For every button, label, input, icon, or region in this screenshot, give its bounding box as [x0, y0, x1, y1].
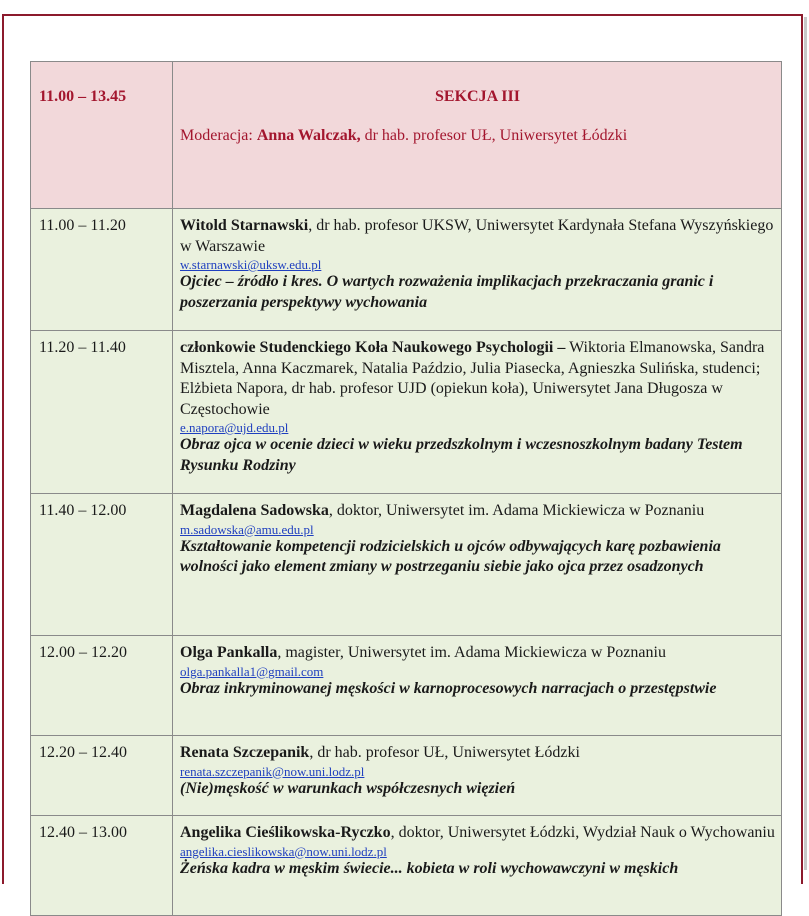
speaker-affiliation: , doktor, Uniwersytet Łódzki, Wydział Nauk o Wychowaniu	[390, 824, 775, 841]
email-link[interactable]: angelika.cieslikowska@now.uni.lodz.pl	[180, 843, 387, 859]
moderation-prefix: Moderacja:	[180, 126, 257, 144]
talk-time: 11.40 – 12.00	[31, 494, 173, 636]
talk-speaker	[180, 338, 775, 420]
talk-title: Obraz inkryminowanej męskości w karnoprocesowych narracjach o przestępstwie	[180, 679, 717, 697]
speaker-affiliation: , doktor, Uniwersytet im. Adama Mickiewicza w Poznaniu	[328, 502, 705, 519]
email-link[interactable]: e.napora@ujd.edu.pl	[180, 420, 289, 435]
talk-speaker	[180, 643, 775, 664]
talk-title: Ojciec – źródło i kres. O wartych rozważenia implikacjach przekraczania granic i poszerzania perspektywy wychowania	[180, 273, 714, 311]
speaker-name: Magdalena Sadowska	[180, 502, 329, 519]
section-header-row	[31, 62, 782, 209]
talk-content	[173, 816, 782, 916]
table-row	[31, 209, 782, 331]
table-row	[31, 636, 782, 736]
table-row	[31, 816, 782, 916]
program-table	[30, 61, 782, 916]
talk-time: 12.20 – 12.40	[31, 736, 173, 816]
email-link[interactable]: w.starnawski@uksw.edu.pl	[180, 257, 322, 272]
talk-time: 11.00 – 11.20	[31, 209, 173, 331]
talk-speaker	[180, 823, 775, 844]
page-shadow	[804, 17, 807, 870]
speaker-affiliation: , magister, Uniwersytet im. Adama Mickiewicza w Poznaniu	[277, 644, 666, 661]
talk-speaker	[180, 216, 775, 257]
talk-content	[173, 494, 782, 636]
moderation-line	[180, 126, 775, 147]
section-header	[173, 62, 782, 209]
moderator-affiliation: dr hab. profesor UŁ, Uniwersytet Łódzki	[360, 126, 628, 144]
table-row	[31, 736, 782, 816]
table-row	[31, 494, 782, 636]
moderator-name: Anna Walczak,	[256, 126, 361, 144]
talk-title: Kształtowanie kompetencji rodzicielskich u ojców odbywających karę pozbawienia wolności jako element zmiany w postrzeganiu siebie jako ojca przez osadzonych	[180, 537, 721, 575]
talk-title: (Nie)męskość w warunkach współczesnych więzień	[180, 779, 516, 797]
talk-content	[173, 331, 782, 494]
talk-time: 12.40 – 13.00	[31, 816, 173, 916]
talk-time: 12.00 – 12.20	[31, 636, 173, 736]
email-link[interactable]: olga.pankalla1@gmail.com	[180, 663, 324, 679]
section-time: 11.00 – 13.45	[31, 62, 173, 209]
speaker-affiliation: Wiktoria Elmanowska, Sandra Misztela, Anna Kaczmarek, Natalia Paździo, Julia Piasecka, Agnieszka Sulińska, studenci; Elżbieta Napora, dr hab. profesor UJD (opiekun koła), Uniwersytet Jana Długosza w Częstochowie	[180, 339, 765, 418]
speaker-name: Angelika Cieślikowska-Ryczko	[180, 824, 391, 841]
talk-title: Obraz ojca w ocenie dzieci w wieku przedszkolnym i wczesnoszkolnym badany Testem Rysunku Rodziny	[180, 436, 743, 474]
email-link[interactable]: m.sadowska@amu.edu.pl	[180, 521, 314, 537]
speaker-affiliation: , dr hab. profesor UŁ, Uniwersytet Łódzki	[309, 744, 580, 761]
talk-title: Żeńska kadra w męskim świecie... kobieta w roli wychowawczyni w męskich	[180, 859, 679, 877]
speaker-name: członkowie Studenckiego Koła Naukowego Psychologii –	[180, 339, 566, 356]
talk-speaker	[180, 743, 775, 764]
email-link[interactable]: renata.szczepanik@now.uni.lodz.pl	[180, 763, 365, 779]
talk-time: 11.20 – 11.40	[31, 331, 173, 494]
speaker-name: Witold Starnawski	[180, 217, 309, 234]
talk-content	[173, 736, 782, 816]
speaker-name: Renata Szczepanik	[180, 744, 310, 761]
table-row	[31, 331, 782, 494]
speaker-name: Olga Pankalla	[180, 644, 278, 661]
talk-speaker	[180, 501, 775, 522]
speaker-affiliation: , dr hab. profesor UKSW, Uniwersytet Kardynała Stefana Wyszyńskiego w Warszawie	[180, 217, 774, 255]
talk-content	[173, 636, 782, 736]
section-title: SEKCJA III	[435, 88, 520, 105]
talk-content	[173, 209, 782, 331]
